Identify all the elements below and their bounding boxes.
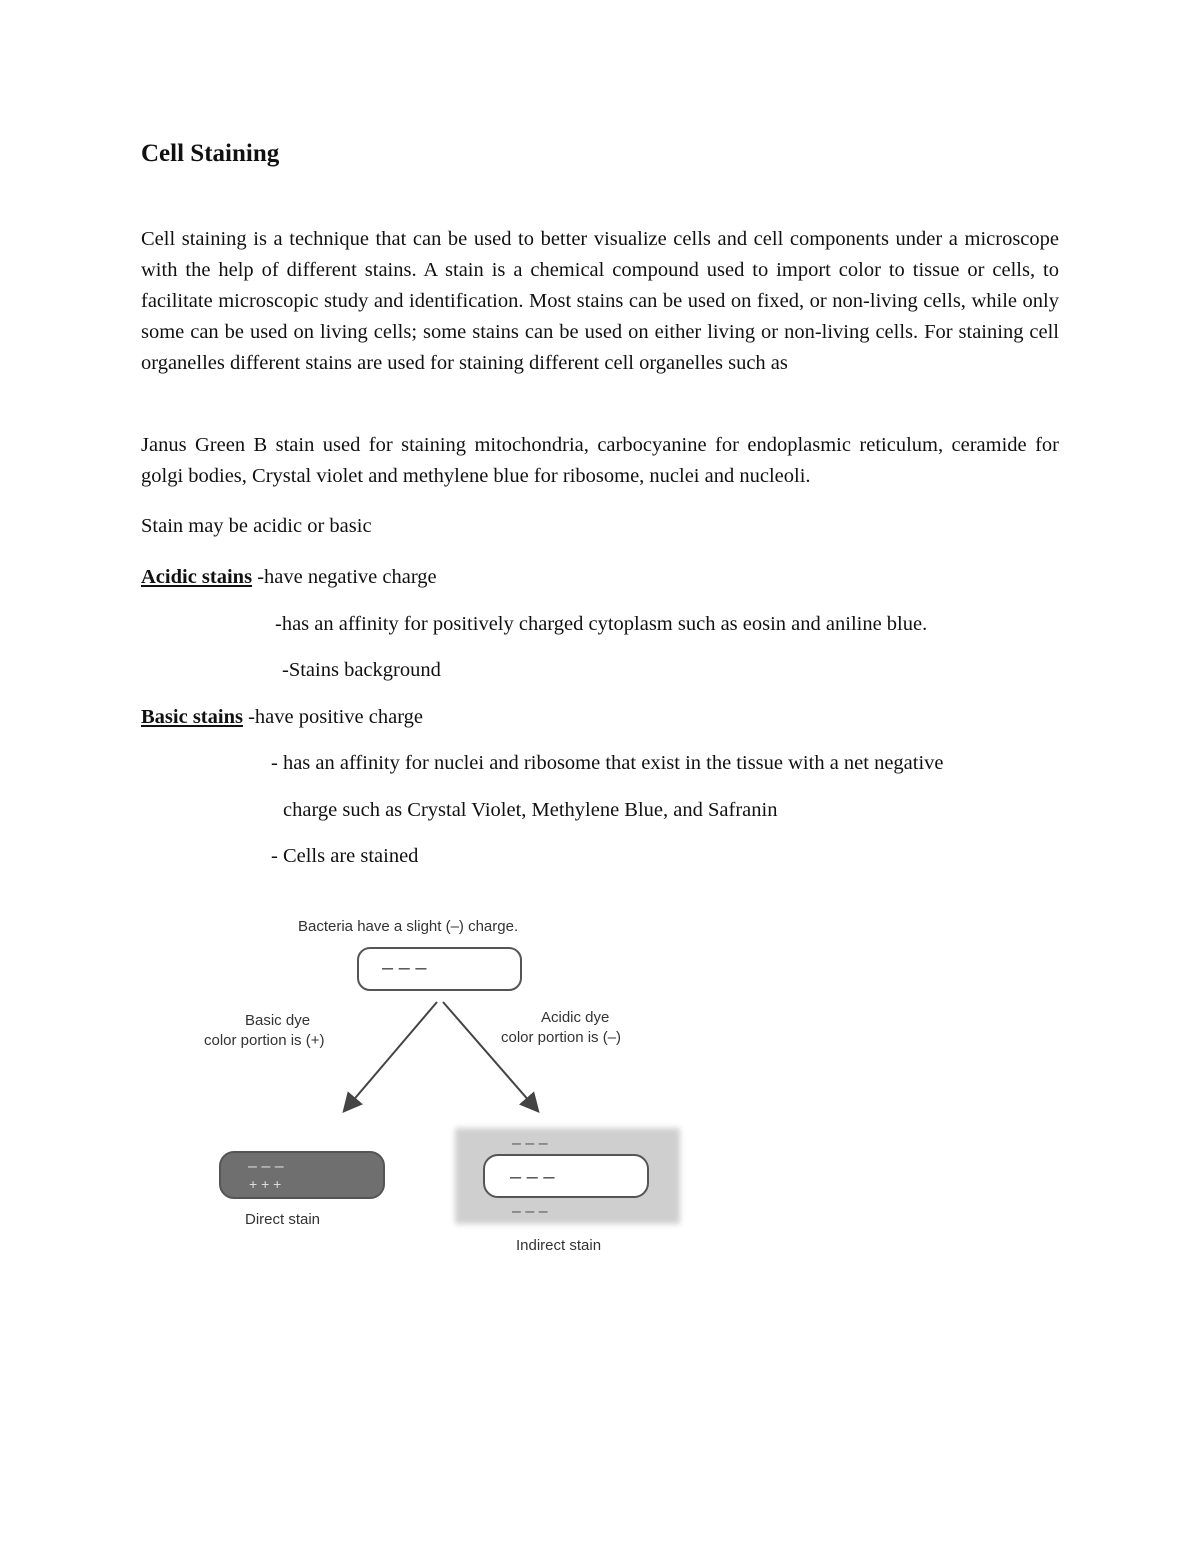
top-minus-signs: – – – <box>382 957 427 979</box>
basic-charge-text: -have positive charge <box>242 706 424 728</box>
acidic-background-line: -Stains background <box>282 659 441 681</box>
acidic-affinity-line: -has an affinity for positively charged cytoplasm such as eosin and aniline blue. <box>275 613 928 635</box>
acidic-dye-color-label: color portion is (–) <box>501 1029 622 1046</box>
indirect-inner-minus: – – – <box>510 1166 555 1188</box>
indirect-stain-label: Indirect stain <box>516 1237 602 1254</box>
acidic-dye-arrow <box>443 1002 537 1110</box>
basic-stains-line <box>141 702 423 733</box>
basic-cells-line: - Cells are stained <box>271 845 419 867</box>
acidic-stains-heading: Acidic stains <box>141 566 253 588</box>
basic-dye-label: Basic dye <box>245 1012 311 1029</box>
acidic-dye-label: Acidic dye <box>541 1009 610 1026</box>
intro-paragraph: Cell staining is a technique that can be used to better visualize cells and cell components under a microscope with the help of different stains. A stain is a chemical compound used to import color to tissue or cells, to facilitate microscopic study and identification. Most stains can be used on fixed, or non-living cells, while only some can be used on living cells; some stains can be used on either living or non-living cells. For staining cell organelles different stains are used for staining different cell organelles such as <box>141 228 1059 374</box>
basic-dye-arrow <box>345 1002 437 1110</box>
direct-plus-signs: + + + <box>249 1176 282 1192</box>
organelles-paragraph: Janus Green B stain used for staining mitochondria, carbocyanine for endoplasmic reticulum, ceramide for golgi bodies, Crystal violet and methylene blue for ribosome, nuclei and nucleoli. <box>141 434 1059 487</box>
basic-stains-heading: Basic stains <box>141 706 243 728</box>
figure-top-caption: Bacteria have a slight (–) charge. <box>298 918 519 935</box>
direct-stain-bacterium <box>220 1152 384 1198</box>
indirect-bottom-minus: – – – <box>512 1203 548 1220</box>
basic-dye-color-label: color portion is (+) <box>204 1032 325 1049</box>
indirect-top-minus: – – – <box>512 1135 548 1152</box>
basic-affinity-line: - has an affinity for nuclei and ribosome that exist in the tissue with a net negative <box>271 752 944 774</box>
acid-basic-line: Stain may be acidic or basic <box>141 515 372 537</box>
stain-diagram <box>190 905 710 1265</box>
direct-minus-signs: – – – <box>248 1158 284 1175</box>
direct-stain-label: Direct stain <box>245 1211 321 1228</box>
acidic-stains-line <box>141 562 437 593</box>
basic-examples-line: charge such as Crystal Violet, Methylene Blue, and Safranin <box>283 799 778 821</box>
page-title: Cell Staining <box>141 140 280 167</box>
acidic-charge-text: -have negative charge <box>252 566 437 588</box>
indirect-stain-bacterium <box>484 1155 648 1197</box>
